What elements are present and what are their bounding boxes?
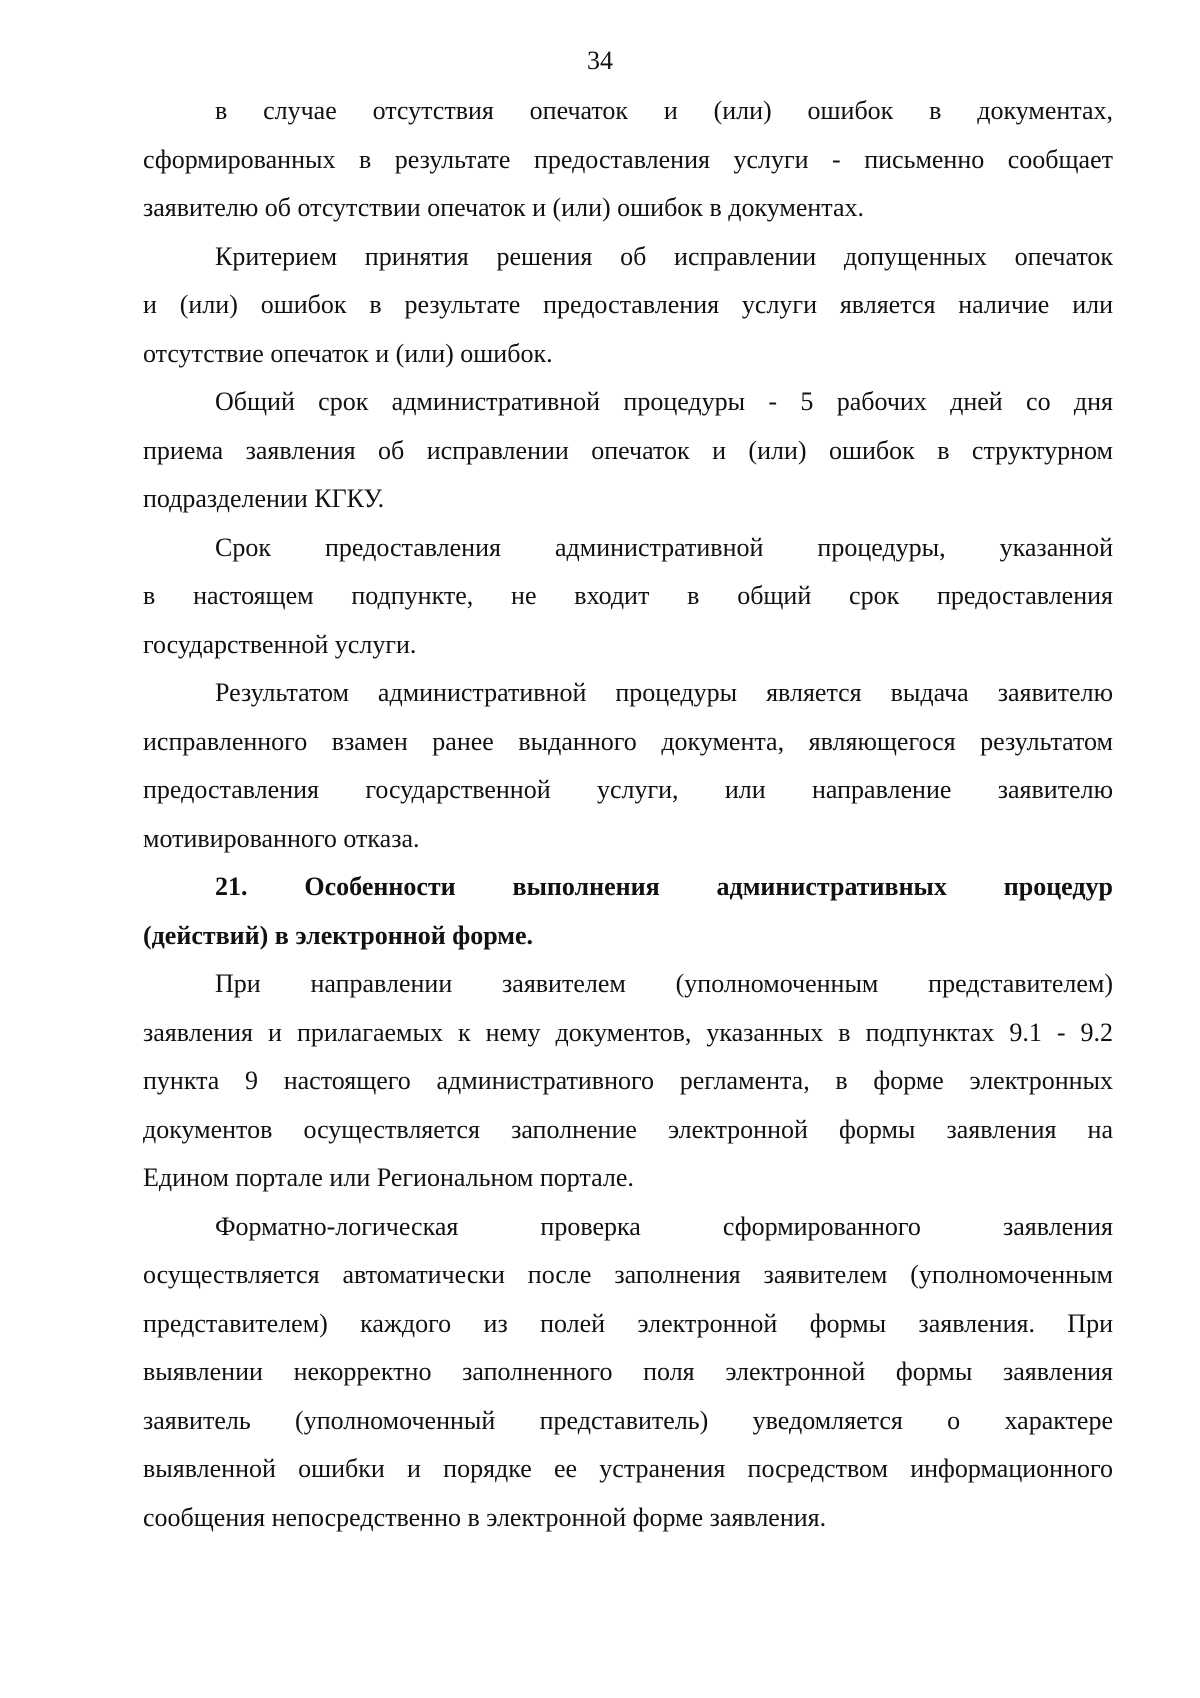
paragraph-line: сформированных в результате предоставления услуги - письменно сообщает [143,144,1113,174]
document-body [143,87,1113,1542]
section-heading: 21. Особенности выполнения административных процедур [215,872,1113,901]
paragraph-line: приема заявления об исправлении опечаток и (или) ошибок в структурном [143,435,1113,465]
paragraph-line: исправленного взамен ранее выданного документа, являющегося результатом [143,726,1113,756]
paragraph-line: мотивированного отказа. [143,823,420,853]
paragraph-line: Критерием принятия решения об исправлении допущенных опечаток [215,241,1113,271]
paragraph-line: в случае отсутствия опечаток и (или) ошибок в документах, [215,96,1113,125]
paragraph-line: и (или) ошибок в результате предоставления услуги является наличие или [143,290,1113,319]
paragraph-line: Форматно-логическая проверка сформированного заявления [215,1211,1113,1241]
paragraph-line: отсутствие опечаток и (или) ошибок. [143,338,553,368]
page-number: 34 [587,46,613,75]
paragraph-line: выявленной ошибки и порядке ее устранения посредством информационного [143,1454,1113,1483]
paragraph-line: заявления и прилагаемых к нему документов, указанных в подпунктах 9.1 - 9.2 [143,1017,1113,1047]
paragraph-line: При направлении заявителем (уполномоченным представителем) [215,969,1113,998]
paragraph-line: заявитель (уполномоченный представитель) уведомляется о характере [143,1405,1113,1435]
paragraph-line: заявителю об отсутствии опечаток и (или) ошибок в документах. [143,193,864,222]
paragraph-line: выявлении некорректно заполненного поля электронной формы заявления [143,1357,1113,1386]
paragraph-line: предоставления государственной услуги, или направление заявителю [143,775,1113,804]
paragraph-line: пункта 9 настоящего административного регламента, в форме электронных [143,1066,1113,1095]
paragraph-line: осуществляется автоматически после заполнения заявителем (уполномоченным [143,1260,1113,1289]
paragraph-line: Срок предоставления административной процедуры, указанной [215,532,1113,562]
paragraph-line: в настоящем подпункте, не входит в общий срок предоставления [143,581,1113,610]
paragraph-line: Общий срок административной процедуры - 5 рабочих дней со дня [215,387,1113,416]
paragraph-line: представителем) каждого из полей электронной формы заявления. При [143,1308,1113,1338]
paragraph-line: документов осуществляется заполнение электронной формы заявления на [143,1114,1113,1144]
paragraph-line: государственной услуги. [143,629,417,659]
paragraph-line: подразделении КГКУ. [143,484,385,513]
paragraph-line: Результатом административной процедуры является выдача заявителю [215,678,1113,707]
paragraph-line: сообщения непосредственно в электронной форме заявления. [143,1502,827,1532]
section-heading: (действий) в электронной форме. [143,920,534,950]
paragraph-line: Едином портале или Региональном портале. [143,1163,634,1192]
